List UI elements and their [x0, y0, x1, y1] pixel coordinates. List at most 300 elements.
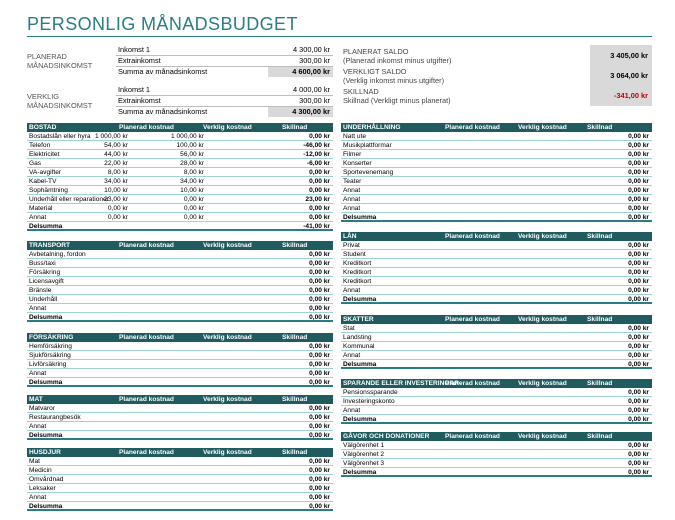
column-planned: Planerad kostnad [445, 124, 500, 131]
table-row[interactable] [27, 250, 333, 259]
difference-sub: Skillnad (Verkligt minus planerat) [343, 96, 451, 105]
column-planned: Planerad kostnad [445, 433, 500, 440]
row-label: Hemförsäkring [29, 343, 72, 350]
row-label: Bostadslån eller hyra [29, 133, 91, 140]
difference-cell: 0,00 kr [628, 325, 649, 332]
row-label: Sjukförsäkring [29, 352, 71, 359]
difference-cell: 0,00 kr [628, 133, 649, 140]
table-row[interactable] [341, 450, 652, 459]
table-row[interactable] [27, 195, 333, 204]
title-rule [27, 36, 652, 37]
column-actual: Verklig kostnad [518, 380, 567, 387]
difference-cell: 0,00 kr [628, 343, 649, 350]
table-row[interactable] [341, 351, 652, 360]
difference-cell: 0,00 kr [309, 187, 330, 194]
difference-cell: 0,00 kr [309, 414, 330, 421]
difference-cell: 0,00 kr [628, 442, 649, 449]
difference-cell: 0,00 kr [628, 287, 649, 294]
actual-balance-value: 3 064,00 kr [590, 65, 652, 86]
table-row[interactable] [27, 466, 333, 475]
difference-cell: -6,00 kr [306, 160, 330, 167]
section-title: SPARANDE ELLER INVESTERINGAR [343, 380, 460, 387]
section-title: SKATTER [343, 316, 374, 323]
row-label: Licensavgift [29, 278, 64, 285]
table-header [27, 123, 333, 132]
subtotal-value: 0,00 kr [309, 503, 330, 510]
section-title: LÅN [343, 233, 357, 240]
row-label: Mat [29, 458, 40, 465]
difference-value: -341,00 kr [590, 85, 652, 106]
planned-cost: 10,00 kr [104, 187, 128, 194]
table-row[interactable] [27, 475, 333, 484]
table-row[interactable] [27, 186, 333, 195]
difference-cell: 0,00 kr [309, 251, 330, 258]
table-row[interactable] [341, 150, 652, 159]
budget-table [27, 395, 333, 440]
row-label: Filmer [343, 151, 362, 158]
actual-income-row[interactable] [116, 85, 333, 96]
difference-cell: 0,00 kr [628, 151, 649, 158]
subtotal-row [341, 295, 652, 304]
row-name: Summa av månadsinkomst [118, 107, 208, 116]
row-label: Omvårdnad [29, 476, 64, 483]
subtotal-label: Delsumma [29, 432, 63, 439]
table-row[interactable] [27, 141, 333, 150]
section-title: BOSTAD [29, 124, 57, 131]
difference-cell: 0,00 kr [628, 260, 649, 267]
subtotal-label: Delsumma [29, 314, 63, 321]
subtotal-value: -41,00 kr [303, 223, 330, 230]
column-difference: Skillnad [282, 242, 308, 249]
table-row[interactable] [341, 204, 652, 213]
table-row[interactable] [27, 413, 333, 422]
planned-income-row[interactable] [116, 45, 333, 56]
budget-table [27, 123, 333, 231]
difference-cell: 0,00 kr [309, 476, 330, 483]
table-row[interactable] [341, 141, 652, 150]
table-row[interactable] [27, 422, 333, 431]
table-row[interactable] [27, 177, 333, 186]
planned-cost: 22,00 kr [104, 160, 128, 167]
column-planned: Planerad kostnad [119, 449, 174, 456]
row-label: Sportevenemang [343, 169, 394, 176]
row-label: Annat [343, 407, 361, 414]
table-row[interactable] [341, 159, 652, 168]
difference-cell: 0,00 kr [628, 407, 649, 414]
subtotal-label: Delsumma [343, 416, 377, 423]
difference-cell: 0,00 kr [628, 451, 649, 458]
budget-table [341, 123, 652, 222]
planned-cost: 34,00 kr [104, 178, 128, 185]
row-value: 4 300,00 kr [293, 45, 330, 54]
row-value: 4 300,00 kr [268, 107, 333, 117]
planned-balance-sub: (Planerad inkomst minus utgifter) [343, 56, 452, 65]
actual-cost: 0,00 kr [183, 205, 204, 212]
difference-cell: 0,00 kr [628, 142, 649, 149]
planned-balance-value: 3 405,00 kr [590, 45, 652, 66]
table-row[interactable] [341, 441, 652, 450]
column-actual: Verklig kostnad [518, 233, 567, 240]
budget-table [341, 315, 652, 369]
table-row[interactable] [341, 277, 652, 286]
planned-cost: 44,00 kr [104, 151, 128, 158]
section-title: MAT [29, 396, 43, 403]
row-name: Extrainkomst [118, 96, 161, 105]
row-value: 4 600,00 kr [268, 67, 333, 77]
column-planned: Planerad kostnad [445, 316, 500, 323]
subtotal-row [27, 222, 333, 231]
row-label: Student [343, 251, 366, 258]
subtotal-row [341, 360, 652, 369]
difference-cell: 0,00 kr [628, 334, 649, 341]
subtotal-row [27, 313, 333, 322]
row-label: Annat [343, 187, 361, 194]
table-row[interactable] [27, 268, 333, 277]
row-value: 300,00 kr [299, 56, 330, 65]
row-label: Annat [29, 423, 47, 430]
table-row[interactable] [341, 286, 652, 295]
subtotal-row [27, 378, 333, 387]
table-row[interactable] [27, 304, 333, 313]
row-label: Stat [343, 325, 355, 332]
planned-cost: 54,00 kr [104, 142, 128, 149]
table-row[interactable] [27, 457, 333, 466]
difference-cell: 0,00 kr [309, 343, 330, 350]
column-planned: Planerad kostnad [119, 396, 174, 403]
actual-cost: 8,00 kr [183, 169, 204, 176]
column-planned: Planerad kostnad [445, 380, 500, 387]
row-label: Pensionssparande [343, 389, 398, 396]
column-difference: Skillnad [587, 233, 613, 240]
table-row[interactable] [27, 159, 333, 168]
column-actual: Verklig kostnad [518, 124, 567, 131]
table-header [341, 123, 652, 132]
row-label: Sophämtning [29, 187, 68, 194]
column-difference: Skillnad [282, 334, 308, 341]
difference-cell: 0,00 kr [628, 460, 649, 467]
difference-cell: 0,00 kr [628, 205, 649, 212]
row-label: Investeringskonto [343, 398, 395, 405]
table-row[interactable] [341, 406, 652, 415]
difference-cell: 0,00 kr [309, 361, 330, 368]
subtotal-value: 0,00 kr [309, 379, 330, 386]
difference-cell: 0,00 kr [309, 494, 330, 501]
column-planned: Planerad kostnad [445, 233, 500, 240]
row-value: 4 000,00 kr [293, 85, 330, 94]
table-row[interactable] [341, 195, 652, 204]
table-header [27, 241, 333, 250]
difference-cell: 0,00 kr [309, 467, 330, 474]
difference-cell: 0,00 kr [628, 352, 649, 359]
planned-cost: 0,00 kr [107, 205, 128, 212]
subtotal-label: Delsumma [343, 214, 377, 221]
table-row[interactable] [27, 369, 333, 378]
row-label: Telefon [29, 142, 51, 149]
difference-cell: 0,00 kr [309, 423, 330, 430]
table-row[interactable] [341, 388, 652, 397]
row-label: Välgörenhet 2 [343, 451, 385, 458]
column-actual: Verklig kostnad [518, 316, 567, 323]
row-label: Gas [29, 160, 42, 167]
page-title: PERSONLIG MÅNADSBUDGET [27, 14, 298, 34]
table-row[interactable] [27, 360, 333, 369]
row-label: Kabel-TV [29, 178, 57, 185]
column-actual: Verklig kostnad [203, 449, 252, 456]
difference-cell: -46,00 kr [303, 142, 330, 149]
subtotal-label: Delsumma [29, 503, 63, 510]
column-difference: Skillnad [282, 124, 308, 131]
difference-cell: 0,00 kr [309, 405, 330, 412]
difference-cell: 0,00 kr [628, 196, 649, 203]
table-row[interactable] [341, 333, 652, 342]
budget-table [341, 379, 652, 424]
difference-cell: 0,00 kr [309, 287, 330, 294]
row-label: Underhåll [29, 296, 58, 303]
table-row[interactable] [341, 177, 652, 186]
difference-cell: 0,00 kr [309, 133, 330, 140]
row-label: Annat [29, 214, 47, 221]
actual-balance-sub: (Verklig inkomst minus utgifter) [343, 76, 445, 85]
difference-cell: 0,00 kr [309, 269, 330, 276]
table-header [27, 395, 333, 404]
section-title: HUSDJUR [29, 449, 61, 456]
subtotal-value: 0,00 kr [628, 296, 649, 303]
table-row[interactable] [27, 286, 333, 295]
table-row[interactable] [27, 150, 333, 159]
subtotal-row [27, 502, 333, 511]
row-label: Restaurangbesök [29, 414, 81, 421]
column-difference: Skillnad [282, 396, 308, 403]
column-difference: Skillnad [282, 449, 308, 456]
table-row[interactable] [27, 404, 333, 413]
table-row[interactable] [341, 397, 652, 406]
table-row[interactable] [27, 259, 333, 268]
table-row[interactable] [341, 168, 652, 177]
actual-cost: 56,00 kr [180, 151, 204, 158]
section-title: UNDERHÅLLNING [343, 124, 401, 131]
table-header [341, 379, 652, 388]
row-label: Material [29, 205, 53, 212]
difference-cell: 0,00 kr [628, 278, 649, 285]
row-label: Avbetalning, fordon [29, 251, 86, 258]
table-row[interactable] [27, 277, 333, 286]
table-row[interactable] [341, 241, 652, 250]
column-planned: Planerad kostnad [119, 242, 174, 249]
subtotal-row [341, 468, 652, 477]
row-name: Extrainkomst [118, 56, 161, 65]
difference-cell: 0,00 kr [309, 296, 330, 303]
row-label: Matvaror [29, 405, 56, 412]
planned-extra-income-row[interactable] [116, 56, 333, 67]
row-label: Välgörenhet 3 [343, 460, 385, 467]
planned-income-block [27, 45, 333, 77]
subtotal-label: Delsumma [343, 469, 377, 476]
table-row[interactable] [341, 342, 652, 351]
section-title: TRANSPORT [29, 242, 71, 249]
row-label: Kreditkort [343, 260, 372, 267]
budget-table [341, 232, 652, 304]
actual-cost: 0,00 kr [183, 196, 204, 203]
difference-cell: 0,00 kr [309, 485, 330, 492]
subtotal-row [341, 213, 652, 222]
budget-table [27, 333, 333, 387]
difference-cell: 0,00 kr [628, 178, 649, 185]
column-planned: Planerad kostnad [119, 334, 174, 341]
column-difference: Skillnad [587, 380, 613, 387]
table-row[interactable] [341, 459, 652, 468]
difference-cell: 0,00 kr [309, 370, 330, 377]
table-row[interactable] [27, 168, 333, 177]
table-header [341, 315, 652, 324]
planned-income-sum-row [116, 67, 333, 77]
row-label: Annat [343, 205, 361, 212]
row-label: Teater [343, 178, 362, 185]
planned-balance [341, 45, 652, 66]
row-label: Annat [343, 196, 361, 203]
actual-income-block [27, 85, 333, 117]
table-row[interactable] [27, 484, 333, 493]
row-label: Kreditkort [343, 269, 372, 276]
row-label: Annat [343, 287, 361, 294]
table-row[interactable] [341, 186, 652, 195]
subtotal-label: Delsumma [343, 361, 377, 368]
difference-cell: 0,00 kr [628, 242, 649, 249]
row-label: Landsting [343, 334, 372, 341]
subtotal-value: 0,00 kr [628, 214, 649, 221]
actual-cost: 10,00 kr [180, 187, 204, 194]
table-row[interactable] [341, 259, 652, 268]
table-row[interactable] [27, 295, 333, 304]
actual-income-label: VERKLIG MÅNADSINKOMST [27, 92, 93, 110]
planned-income-label: PLANERAD MÅNADSINKOMST [27, 52, 93, 70]
table-row[interactable] [27, 204, 333, 213]
table-row[interactable] [27, 213, 333, 222]
planned-balance-label: PLANERAT SALDO [343, 47, 409, 56]
actual-balance-label: VERKLIGT SALDO [343, 67, 407, 76]
difference-cell: 0,00 kr [309, 458, 330, 465]
row-label: Annat [343, 352, 361, 359]
difference-cell: 23,00 kr [305, 196, 330, 203]
row-label: Natt ute [343, 133, 367, 140]
table-row[interactable] [27, 493, 333, 502]
table-row[interactable] [27, 342, 333, 351]
column-actual: Verklig kostnad [203, 334, 252, 341]
row-label: Buss/taxi [29, 260, 56, 267]
planned-cost: 1 000,00 kr [95, 133, 128, 140]
row-label: Annat [29, 305, 47, 312]
difference-cell: -12,00 kr [303, 151, 330, 158]
table-row[interactable] [27, 132, 333, 141]
column-actual: Verklig kostnad [203, 242, 252, 249]
row-value: 300,00 kr [299, 96, 330, 105]
subtotal-value: 0,00 kr [628, 469, 649, 476]
section-title: FÖRSÄKRING [29, 334, 74, 341]
difference-cell: 0,00 kr [628, 398, 649, 405]
difference-cell: 0,00 kr [309, 278, 330, 285]
row-name: Inkomst 1 [118, 85, 151, 94]
actual-extra-income-row[interactable] [116, 96, 333, 107]
difference-cell: 0,00 kr [309, 305, 330, 312]
row-label: Underhåll eller reparationer [29, 196, 109, 203]
row-name: Inkomst 1 [118, 45, 151, 54]
row-label: Försäkring [29, 269, 61, 276]
budget-table [27, 241, 333, 322]
row-label: Livförsäkring [29, 361, 67, 368]
table-header [341, 232, 652, 241]
subtotal-value: 0,00 kr [309, 432, 330, 439]
row-label: Musikplattformar [343, 142, 392, 149]
subtotal-value: 0,00 kr [309, 314, 330, 321]
row-label: VA-avgifter [29, 169, 62, 176]
difference-cell: 0,00 kr [309, 205, 330, 212]
planned-cost: 0,00 kr [107, 214, 128, 221]
table-row[interactable] [341, 250, 652, 259]
budget-table [341, 432, 652, 477]
table-row[interactable] [341, 132, 652, 141]
row-label: Kommunal [343, 343, 375, 350]
actual-income-sum-row [116, 107, 333, 117]
row-label: Konserter [343, 160, 372, 167]
subtotal-row [27, 431, 333, 440]
column-actual: Verklig kostnad [518, 433, 567, 440]
table-row[interactable] [341, 268, 652, 277]
difference-label: SKILLNAD [343, 87, 379, 96]
actual-cost: 100,00 kr [176, 142, 204, 149]
difference-cell: 0,00 kr [628, 160, 649, 167]
table-header [27, 333, 333, 342]
row-label: Annat [29, 494, 47, 501]
subtotal-label: Delsumma [343, 296, 377, 303]
column-difference: Skillnad [587, 124, 613, 131]
actual-cost: 34,00 kr [180, 178, 204, 185]
table-header [341, 432, 652, 441]
row-label: Bränsle [29, 287, 52, 294]
table-header [27, 448, 333, 457]
difference [341, 85, 652, 106]
row-label: Välgörenhet 1 [343, 442, 385, 449]
budget-table [27, 448, 333, 511]
column-actual: Verklig kostnad [203, 124, 252, 131]
difference-cell: 0,00 kr [309, 260, 330, 267]
section-title: GÅVOR OCH DONATIONER [343, 433, 430, 440]
subtotal-value: 0,00 kr [628, 361, 649, 368]
subtotal-value: 0,00 kr [628, 416, 649, 423]
actual-cost: 0,00 kr [183, 214, 204, 221]
row-label: Leksaker [29, 485, 56, 492]
difference-cell: 0,00 kr [628, 251, 649, 258]
column-difference: Skillnad [587, 433, 613, 440]
difference-cell: 0,00 kr [628, 269, 649, 276]
row-label: Kreditkort [343, 278, 372, 285]
difference-cell: 0,00 kr [628, 169, 649, 176]
row-name: Summa av månadsinkomst [118, 67, 208, 76]
difference-cell: 0,00 kr [309, 178, 330, 185]
subtotal-label: Delsumma [29, 379, 63, 386]
difference-cell: 0,00 kr [628, 187, 649, 194]
table-row[interactable] [27, 351, 333, 360]
difference-cell: 0,00 kr [309, 214, 330, 221]
actual-cost: 1 000,00 kr [171, 133, 204, 140]
difference-cell: 0,00 kr [628, 389, 649, 396]
subtotal-label: Delsumma [29, 223, 63, 230]
column-planned: Planerad kostnad [119, 124, 174, 131]
table-row[interactable] [341, 324, 652, 333]
column-actual: Verklig kostnad [203, 396, 252, 403]
row-label: Medicin [29, 467, 52, 474]
planned-cost: 8,00 kr [107, 169, 128, 176]
row-label: Privat [343, 242, 360, 249]
row-label: Annat [29, 370, 47, 377]
